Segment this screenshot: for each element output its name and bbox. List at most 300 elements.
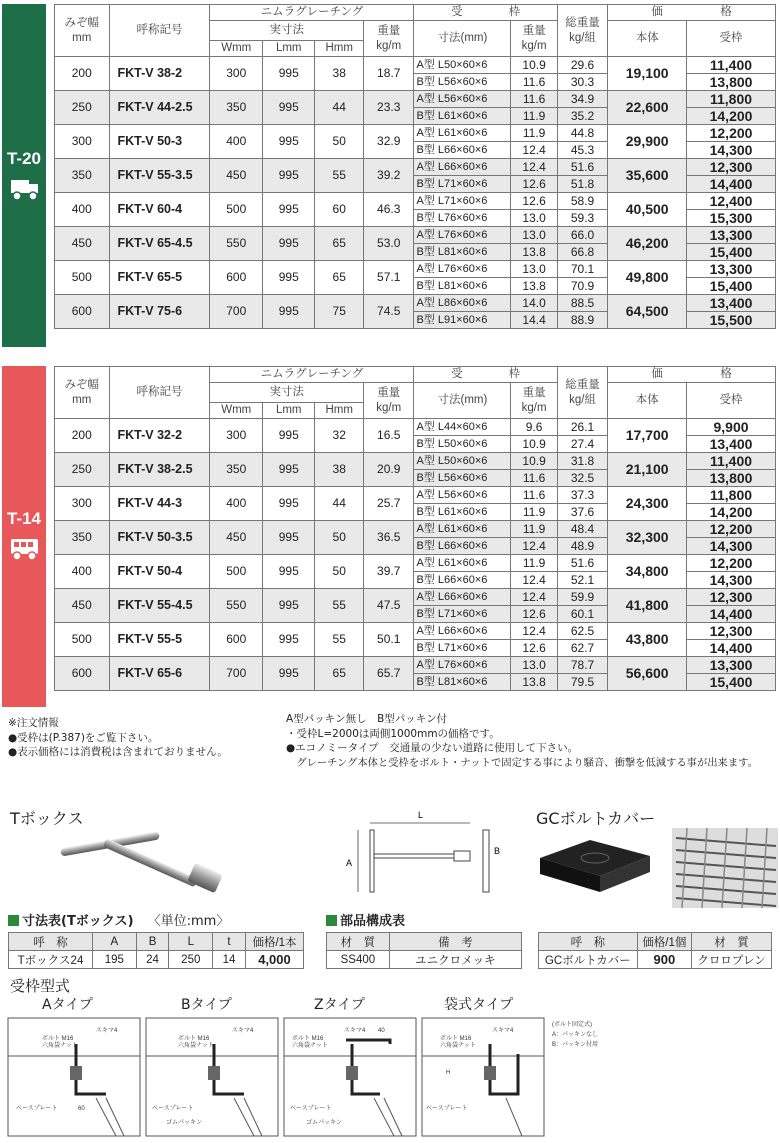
cell-H: 38 [315,57,363,91]
cell-weight: 39.7 [363,555,413,589]
header-width: みぞ幅 mm [55,5,110,57]
header-grating: ニムラグレーチング [210,5,414,21]
t20-section [0,4,780,347]
cell-code: FKT-V 55-5 [109,623,210,657]
cell-frame-b: B型 L76×60×6 [414,210,511,227]
cell-code: FKT-V 65-4.5 [109,227,210,261]
cell-weight: 53.0 [363,227,413,261]
cell-code: FKT-V 75-6 [109,295,210,329]
table-row [55,159,776,176]
frame-type-a: Aタイプ [42,997,93,1013]
table-row [55,227,776,244]
cell-frame-price-b: 13,800 [687,74,776,91]
cell-H: 50 [315,555,363,589]
cell-width: 400 [55,193,110,227]
cell-frame-price-b: 13,800 [687,470,776,487]
cell-H: 65 [315,657,363,691]
cell-frame-b-weight: 11.6 [511,74,557,91]
cell-frame-a-weight: 11.6 [511,487,557,504]
cell-price: 46,200 [608,227,687,261]
cell-width: 450 [55,589,110,623]
cell-total-a: 26.1 [557,419,607,436]
cell-width: 450 [55,227,110,261]
cell-code: FKT-V 65-6 [109,657,210,691]
header-framep: 受枠 [687,383,776,419]
cell-width: 600 [55,657,110,691]
fig-label: スキマ4 [96,1028,118,1034]
cell-total-a: 66.0 [557,227,607,244]
header-dim: 寸法(mm) [414,21,511,57]
cell-W: 450 [210,521,263,555]
cell-weight: 32.9 [363,125,413,159]
header-total: 総重量 kg/組 [557,367,607,419]
fig-label: H [446,1070,451,1076]
cell-total-b: 45.3 [557,142,607,159]
note-line: ●表示価格には消費税は含まれておりません。 [8,746,228,758]
header-frame: 受 枠 [414,367,557,383]
cell-W: 600 [210,261,263,295]
cell-frame-price-b: 13,400 [687,436,776,453]
cell-L: 995 [262,295,315,329]
cell-width: 500 [55,623,110,657]
cell-frame-a: A型 L50×60×6 [414,57,511,74]
fix-note: A：パッキンなし [552,1032,598,1038]
dims-title: 寸法表(Tボックス) 〈単位:mm〉 [8,910,229,929]
header-dim: 寸法(mm) [414,383,511,419]
cell-frame-a-weight: 12.4 [511,623,557,640]
cell-W: 300 [210,419,263,453]
cell-total-a: 70.1 [557,261,607,278]
header-L: Lmm [262,403,315,419]
cell-frame-a-weight: 12.4 [511,589,557,606]
fig-label: ベースプレート [426,1106,468,1112]
cell-H: 60 [315,193,363,227]
cell-frame-b: B型 L61×60×6 [414,504,511,521]
header-weight: 重量 kg/m [363,383,413,419]
cell-L: 995 [262,159,315,193]
cell-width: 600 [55,295,110,329]
t20-band [2,4,46,347]
cell-code: FKT-V 32-2 [109,419,210,453]
cell-price: 32,300 [608,521,687,555]
cell-frame-price-a: 12,200 [687,125,776,142]
cell-frame-price-b: 15,400 [687,674,776,691]
cell-total-b: 27.4 [557,436,607,453]
table-row [55,487,776,504]
cell-frame-a: A型 L50×60×6 [414,453,511,470]
fig-label: ゴムパッキン [306,1120,342,1126]
cell-total-b: 62.7 [557,640,607,657]
header-frame: 受 枠 [414,5,557,21]
cell-total-b: 30.3 [557,74,607,91]
cell-L: 995 [262,487,315,521]
cell-weight: 18.7 [363,57,413,91]
cell-total-a: 62.5 [557,623,607,640]
t14-table [54,366,776,691]
gc-title: GCボルトカバー [536,809,656,828]
cell-frame-b-weight: 11.9 [511,504,557,521]
cell-total-b: 59.3 [557,210,607,227]
header-total: 総重量 kg/組 [557,5,607,57]
cell-frame-price-b: 14,400 [687,176,776,193]
frame-type-bag: 袋式タイプ [444,997,514,1013]
note-line: A型パッキン無し B型パッキン付 [286,713,448,725]
cell-frame-price-a: 12,300 [687,589,776,606]
cell-code: FKT-V 55-3.5 [109,159,210,193]
cell-weight: 25.7 [363,487,413,521]
cell-frame-b-weight: 14.4 [511,312,557,329]
cell-H: 75 [315,295,363,329]
cell-frame-a: A型 L76×60×6 [414,657,511,674]
cell-frame-price-a: 12,300 [687,159,776,176]
cell-frame-b: B型 L71×60×6 [414,176,511,193]
frames-title: 受枠型式 [10,977,71,995]
cell-W: 500 [210,193,263,227]
cell-H: 65 [315,227,363,261]
cell-H: 65 [315,261,363,295]
cell-frame-a: A型 L86×60×6 [414,295,511,312]
cell-width: 250 [55,453,110,487]
cell-H: 32 [315,419,363,453]
parts-table: 材 質 備 考 SS400 ユニクロメッキ [326,932,522,969]
fig-label: ベースプレート [290,1106,332,1112]
cell-frame-price-a: 11,400 [687,57,776,74]
cell-frame-a: A型 L61×60×6 [414,555,511,572]
cell-frame-b-weight: 12.6 [511,640,557,657]
cell-price: 24,300 [608,487,687,521]
truck-icon [10,176,40,202]
cell-frame-a: A型 L66×60×6 [414,589,511,606]
dim-A: A [346,858,353,868]
dim-L: L [418,810,424,820]
cell-frame-a: A型 L61×60×6 [414,125,511,142]
cell-price: 19,100 [608,57,687,91]
header-W: Wmm [210,403,263,419]
cell-price: 56,600 [608,657,687,691]
cell-frame-price-a: 11,800 [687,91,776,108]
cell-frame-a-weight: 12.4 [511,159,557,176]
cell-weight: 46.3 [363,193,413,227]
cell-total-a: 51.6 [557,159,607,176]
cell-L: 995 [262,453,315,487]
cell-frame-b: B型 L71×60×6 [414,640,511,657]
cell-frame-a: A型 L56×60×6 [414,91,511,108]
cell-weight: 47.5 [363,589,413,623]
cell-frame-a-weight: 10.9 [511,57,557,74]
note-line: ※注文情報 [8,717,59,729]
cell-L: 995 [262,193,315,227]
cell-frame-price-b: 14,400 [687,640,776,657]
table-row [55,589,776,606]
header-L: Lmm [262,41,315,57]
cell-price: 17,700 [608,419,687,453]
header-width: みぞ幅 mm [55,367,110,419]
note-line: グレーチング本体と受枠をボルト・ナットで固定する事により騒音、衝撃を低減する事が出来ます。 [286,756,758,769]
cell-total-a: 48.4 [557,521,607,538]
cell-frame-price-a: 12,200 [687,555,776,572]
fig-label: ボルト M16 六角袋ナット [292,1036,328,1049]
header-W: Wmm [210,41,263,57]
cell-width: 300 [55,487,110,521]
parts-title: 部品構成表 [326,910,405,929]
cell-total-a: 31.8 [557,453,607,470]
fig-label: ベースプレート [152,1106,194,1112]
table-row [55,623,776,640]
cell-W: 550 [210,589,263,623]
header-body: 本体 [608,383,687,419]
cell-frame-a: A型 L76×60×6 [414,227,511,244]
cell-frame-b: B型 L61×60×6 [414,108,511,125]
cell-frame-price-a: 11,800 [687,487,776,504]
cell-frame-a: A型 L44×60×6 [414,419,511,436]
cell-L: 995 [262,419,315,453]
fig-label: ゴムパッキン [166,1120,202,1126]
cell-price: 64,500 [608,295,687,329]
fig-label: スキマ4 [492,1028,514,1034]
cell-code: FKT-V 44-3 [109,487,210,521]
cell-frame-price-b: 15,300 [687,210,776,227]
cell-W: 500 [210,555,263,589]
grating-photo [672,828,778,908]
note-line: ●エコノミータイプ 交通量の少ない道路に使用して下さい。 [286,742,579,754]
cell-L: 995 [262,261,315,295]
cell-price: 43,800 [608,623,687,657]
cell-frame-b: B型 L81×60×6 [414,674,511,691]
fix-note: (ボルト固定式) [552,1022,592,1028]
cell-frame-b-weight: 13.8 [511,244,557,261]
cell-frame-price-a: 11,400 [687,453,776,470]
cell-frame-b: B型 L56×60×6 [414,470,511,487]
table-row [55,453,776,470]
cell-frame-price-b: 15,400 [687,244,776,261]
cell-width: 350 [55,159,110,193]
cell-total-b: 37.6 [557,504,607,521]
cell-total-b: 48.9 [557,538,607,555]
cell-total-b: 60.1 [557,606,607,623]
cell-frame-a-weight: 9.6 [511,419,557,436]
table-row [55,295,776,312]
cell-weight: 23.3 [363,91,413,125]
cell-frame-price-a: 9,900 [687,419,776,436]
frame-type-z: Zタイプ [314,997,365,1013]
cell-H: 55 [315,589,363,623]
cell-frame-b-weight: 13.8 [511,674,557,691]
note-line: ・受枠L=2000は両側1000mmの価格です。 [286,727,500,740]
cell-frame-a: A型 L61×60×6 [414,521,511,538]
cell-W: 600 [210,623,263,657]
cell-frame-b-weight: 12.4 [511,538,557,555]
cell-frame-price-b: 14,400 [687,606,776,623]
cell-frame-a-weight: 13.0 [511,261,557,278]
notes-left [8,716,278,760]
fig-label: 40 [378,1028,385,1034]
t20-label: T-20 [6,149,42,168]
cell-frame-b-weight: 13.8 [511,278,557,295]
gc-cover-photo [530,828,660,908]
cell-total-a: 51.6 [557,555,607,572]
cell-total-a: 44.8 [557,125,607,142]
cell-frame-a: A型 L76×60×6 [414,261,511,278]
fig-label: ボルト M16 六角袋ナット [178,1036,214,1049]
fig-label: スキマ4 [232,1028,254,1034]
table-row [55,261,776,278]
gc-table: 呼 称 価格/1個 材 質 GCボルトカバー 900 クロロプレン [538,932,772,969]
cell-total-b: 66.8 [557,244,607,261]
cell-frame-b: B型 L66×60×6 [414,538,511,555]
cell-price: 34,800 [608,555,687,589]
cell-total-b: 70.9 [557,278,607,295]
header-grating: ニムラグレーチング [210,367,414,383]
bullet-square-icon [326,915,337,926]
cell-H: 50 [315,125,363,159]
cell-W: 400 [210,487,263,521]
fig-label: スキマ4 [344,1028,366,1034]
tbox-photo [50,820,250,905]
cell-total-b: 32.5 [557,470,607,487]
table-row [55,419,776,436]
cell-W: 300 [210,57,263,91]
fig-label: 60 [78,1106,85,1112]
table-row [55,57,776,74]
cell-L: 995 [262,521,315,555]
cell-price: 21,100 [608,453,687,487]
cell-frame-b: B型 L91×60×6 [414,312,511,329]
cell-frame-a-weight: 11.9 [511,125,557,142]
cell-width: 350 [55,521,110,555]
cell-L: 995 [262,227,315,261]
fig-label: ボルト M16 六角袋ナット [440,1036,476,1049]
cell-frame-a: A型 L66×60×6 [414,159,511,176]
header-price: 価 格 [608,367,776,383]
bullet-square-icon [8,915,19,926]
fix-note: B：パッキン付用 [552,1042,598,1048]
cell-code: FKT-V 55-4.5 [109,589,210,623]
cell-L: 995 [262,125,315,159]
cell-frame-price-b: 14,300 [687,142,776,159]
cell-frame-a-weight: 11.6 [511,91,557,108]
cell-frame-b-weight: 10.9 [511,436,557,453]
t14-section [0,366,780,707]
cell-weight: 36.5 [363,521,413,555]
cell-total-a: 34.9 [557,91,607,108]
cell-frame-b: B型 L71×60×6 [414,606,511,623]
cell-code: FKT-V 44-2.5 [109,91,210,125]
cell-frame-a-weight: 13.0 [511,657,557,674]
cell-frame-price-b: 15,400 [687,278,776,295]
cell-W: 550 [210,227,263,261]
table-row [55,555,776,572]
cell-code: FKT-V 38-2.5 [109,453,210,487]
cell-H: 38 [315,453,363,487]
cell-price: 40,500 [608,193,687,227]
cell-total-b: 35.2 [557,108,607,125]
fig-label: ボルト M16 六角袋ナット [42,1036,78,1049]
cell-frame-b: B型 L81×60×6 [414,244,511,261]
cell-code: FKT-V 50-3 [109,125,210,159]
cell-total-b: 88.9 [557,312,607,329]
cell-weight: 50.1 [363,623,413,657]
cell-frame-price-b: 14,200 [687,108,776,125]
cell-L: 995 [262,623,315,657]
note-line: ●受枠は(P.387)をご覧下さい。 [8,731,159,744]
cell-frame-b: B型 L50×60×6 [414,436,511,453]
t20-table [54,4,776,329]
header-size: 実寸法 [210,21,363,41]
cell-total-a: 88.5 [557,295,607,312]
cell-frame-price-b: 14,300 [687,572,776,589]
dim-B: B [494,846,501,856]
cell-code: FKT-V 50-3.5 [109,521,210,555]
cell-price: 49,800 [608,261,687,295]
cell-W: 400 [210,125,263,159]
cell-W: 700 [210,657,263,691]
cell-weight: 39.2 [363,159,413,193]
cell-weight: 20.9 [363,453,413,487]
cell-frame-b: B型 L66×60×6 [414,142,511,159]
table-row [55,125,776,142]
cell-frame-b: B型 L56×60×6 [414,74,511,91]
cell-frame-price-a: 12,300 [687,623,776,640]
t14-band [2,366,46,707]
cell-frame-a: A型 L66×60×6 [414,623,511,640]
cell-frame-b-weight: 12.4 [511,572,557,589]
frame-drawings [6,1014,616,1140]
cell-frame-price-b: 14,200 [687,504,776,521]
fig-label: ベースプレート [16,1106,58,1112]
cell-frame-a-weight: 11.9 [511,521,557,538]
cell-code: FKT-V 65-5 [109,261,210,295]
cell-code: FKT-V 38-2 [109,57,210,91]
cell-W: 350 [210,91,263,125]
cell-W: 450 [210,159,263,193]
cell-frame-b-weight: 11.6 [511,470,557,487]
header-price: 価 格 [608,5,776,21]
cell-weight: 57.1 [363,261,413,295]
cell-frame-b-weight: 12.4 [511,142,557,159]
cell-frame-b: B型 L66×60×6 [414,572,511,589]
cell-frame-price-a: 13,300 [687,657,776,674]
cell-price: 22,600 [608,91,687,125]
cell-weight: 74.5 [363,295,413,329]
cell-frame-price-a: 13,300 [687,261,776,278]
cell-price: 29,900 [608,125,687,159]
header-fweight: 重量 kg/m [511,21,557,57]
header-fweight: 重量 kg/m [511,383,557,419]
cell-W: 700 [210,295,263,329]
frame-type-b: Bタイプ [181,997,232,1013]
cell-code: FKT-V 50-4 [109,555,210,589]
cell-H: 44 [315,91,363,125]
cell-width: 400 [55,555,110,589]
cell-width: 250 [55,91,110,125]
cell-frame-b-weight: 13.0 [511,210,557,227]
bus-icon [10,536,40,562]
cell-frame-price-a: 12,400 [687,193,776,210]
cell-total-a: 29.6 [557,57,607,74]
cell-frame-b-weight: 12.6 [511,176,557,193]
cell-weight: 16.5 [363,419,413,453]
header-size: 実寸法 [210,383,363,403]
cell-frame-b-weight: 11.9 [511,108,557,125]
cell-frame-a-weight: 11.9 [511,555,557,572]
header-H: Hmm [315,403,363,419]
dims-table: 呼 称 A B L t 価格/1本 Tボックス24 195 24 250 14 4,000 [8,932,304,969]
cell-total-b: 52.1 [557,572,607,589]
header-H: Hmm [315,41,363,57]
cell-frame-a-weight: 10.9 [511,453,557,470]
cell-L: 995 [262,657,315,691]
cell-frame-a: A型 L56×60×6 [414,487,511,504]
